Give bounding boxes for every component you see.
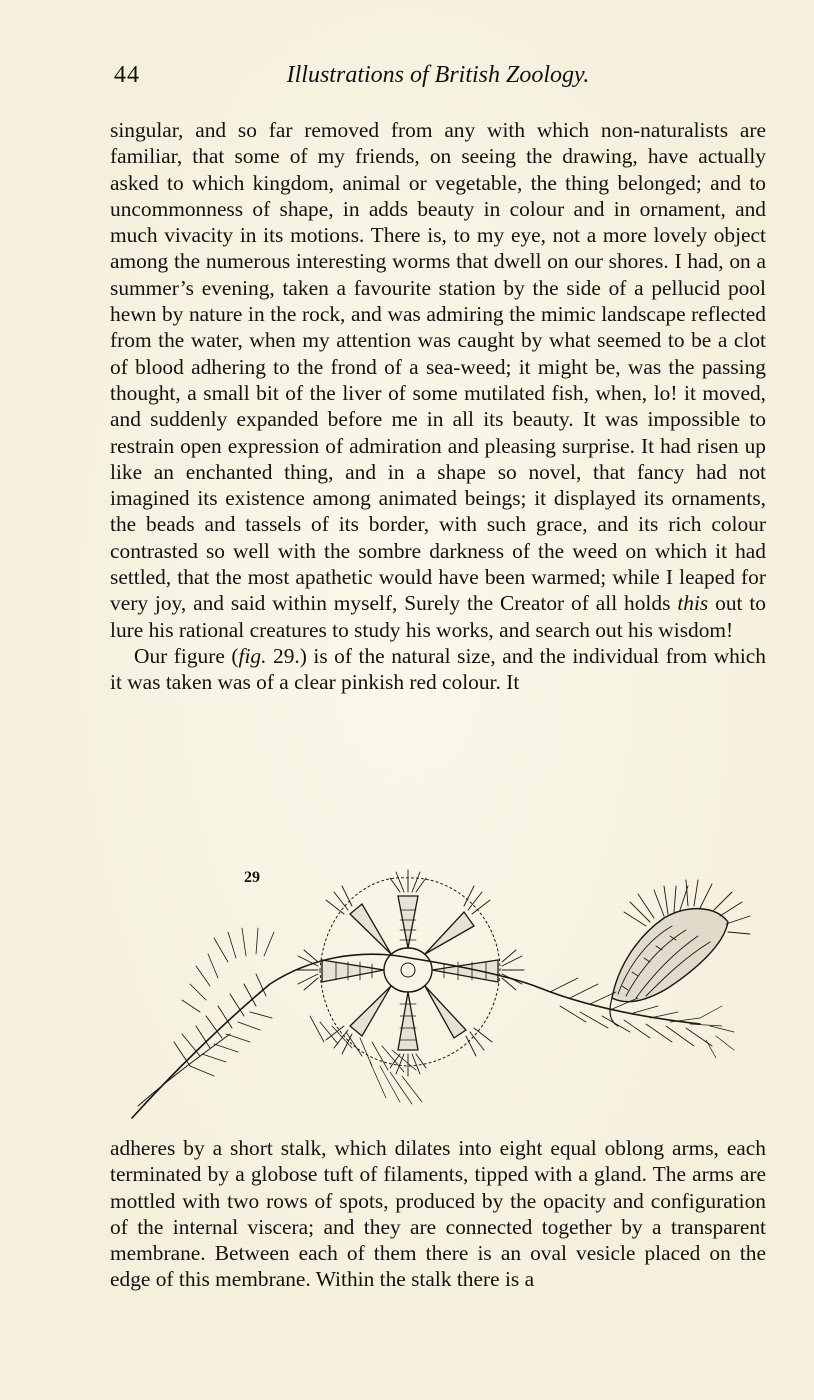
figure-number: 29 — [244, 869, 260, 886]
emphasis-this: this — [677, 591, 709, 616]
paragraph-text: Our figure ( — [134, 643, 239, 668]
figure-29-illustration — [110, 866, 766, 1124]
paragraph-text: singular, and so far removed from any with which non-naturalists are familiar, that some of my friends, on seeing the drawing, have actually asked to which kingdom, animal or vegetable, the thing belonged; and to uncommonness of shape, in adds beauty in colour and in ornament, and much vivacity in its motions. There is, to my eye, not a more lovely object among the numerous interesting worms that dwell on our shores. I had, on a summer’s evening, taken a favourite station by the side of a pellucid pool hewn by nature in the rock, and was admiring the mimic landscape reflected from the water, when my attention was caught by what seemed to be a clot of blood adhering to the frond of a sea-weed; it might be, was the passing thought, a small bit of the liver of some mutilated fish, when, lo! it moved, and suddenly expanded before me in all its beauty. It was impossible to restrain open expression of admiration and pleasing surprise. It had risen up like an enchanted thing, and in a shape so novel, that fancy had not imagined its existence among animated beings; it displayed its ornaments, the beads and tassels of its border, with such grace, and its rich colour contrasted so well with the sombre darkness of the weed on which it had settled, that the most apathetic would have been warmed; while I leaped for very joy, and said within myself, Surely the Creator of all holds — [110, 118, 766, 616]
body-text-bottom — [110, 1135, 766, 1293]
paragraph-figure-reference — [110, 643, 766, 696]
running-title: Illustrations of British Zoology. — [286, 62, 590, 88]
engraving-lucernaria — [110, 866, 766, 1124]
paragraph-text-continued: 29.) is of the natural size, and the individual from which it was taken was of a clear pinkish red colour. It — [110, 643, 766, 695]
page-number: 44 — [114, 62, 140, 88]
paragraph-first — [110, 117, 766, 643]
figure-reference: fig. — [238, 643, 267, 668]
paragraph-continued: adheres by a short stalk, which dilates into eight equal oblong arms, each terminated by a globose tuft of filaments, tipped with a gland. The arms are mottled with two rows of spots, produced by the opacity and configuration of the internal viscera; and they are connected together by a transparent membrane. Between each of them there is an oval vesicle placed on the edge of this membrane. Within the stalk there is a — [110, 1136, 766, 1292]
paragraph-text-continued: out to lure his rational creatures to study his works, and search out his wisdom! — [110, 591, 766, 642]
body-text-top — [110, 117, 766, 696]
running-header — [110, 62, 766, 102]
